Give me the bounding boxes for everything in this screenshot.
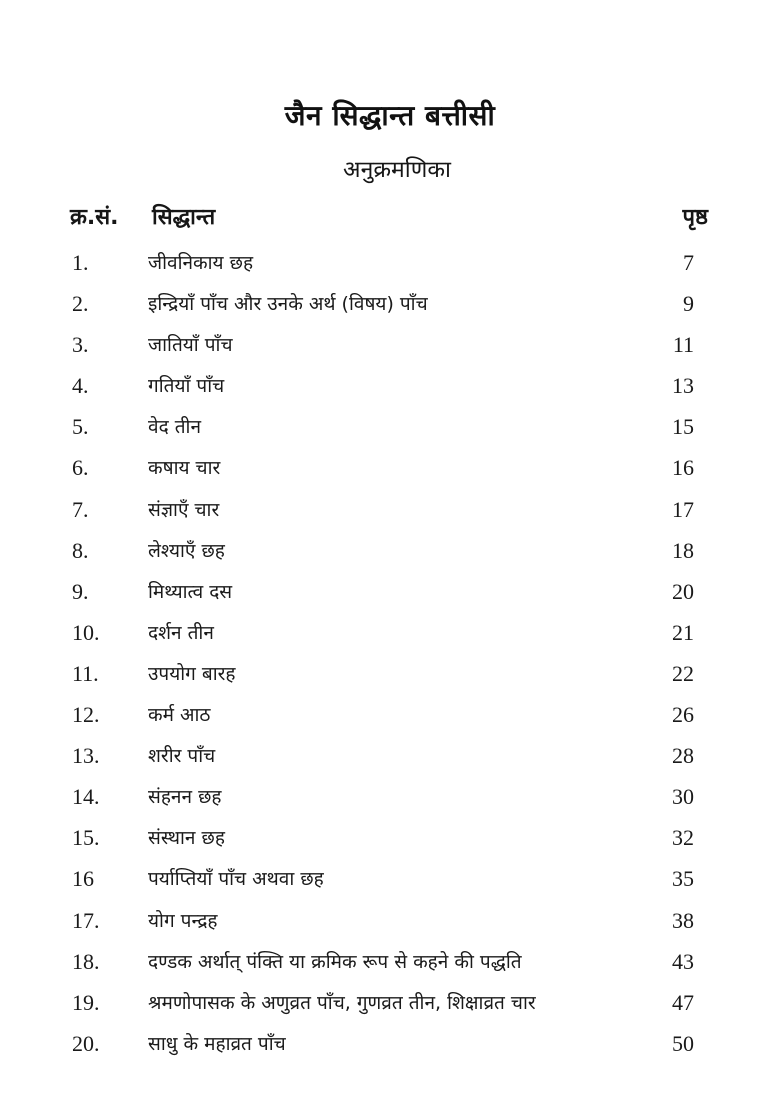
toc-header-row [0, 200, 780, 236]
entry-page: 30 [672, 784, 694, 810]
toc-entry [0, 287, 780, 328]
entry-number: 11. [72, 660, 99, 686]
entry-page: 32 [672, 825, 694, 851]
entry-number: 20. [72, 1030, 100, 1056]
toc-entry [0, 493, 780, 534]
entry-page: 13 [672, 373, 694, 399]
toc-entry [0, 821, 780, 862]
toc-entry [0, 575, 780, 616]
entry-number: 2. [72, 291, 89, 317]
entry-page: 9 [683, 291, 694, 317]
entry-page: 22 [672, 660, 694, 686]
entry-number: 8. [72, 537, 89, 563]
entry-number: 7. [72, 496, 89, 522]
entry-number: 17. [72, 907, 100, 933]
entry-title: गतियाँ पाँच [148, 375, 225, 398]
entry-page: 28 [672, 743, 694, 769]
entry-title: साधु के महाव्रत पाँच [148, 1032, 286, 1055]
entry-title: संज्ञाएँ चार [148, 498, 220, 521]
column-header-page: पृष्ठ [682, 205, 708, 230]
page-subtitle: अनुक्रमणिका [343, 157, 451, 183]
entry-page: 21 [672, 619, 694, 645]
entry-number: 16 [72, 866, 94, 892]
entry-page: 18 [672, 537, 694, 563]
toc-entry [0, 616, 780, 657]
toc-entry [0, 739, 780, 780]
toc-entry [0, 862, 780, 903]
entry-title: शरीर पाँच [148, 745, 216, 768]
entry-title: लेश्याएँ छह [148, 539, 225, 562]
entry-title: कषाय चार [148, 457, 221, 480]
entry-title: संहनन छह [148, 786, 222, 809]
entry-title: योग पन्द्रह [148, 909, 218, 932]
entry-page: 26 [672, 702, 694, 728]
entry-page: 38 [672, 907, 694, 933]
toc-entry [0, 780, 780, 821]
entry-page: 11 [672, 332, 694, 358]
entry-number: 18. [72, 948, 100, 974]
toc-entry [0, 246, 780, 287]
entry-number: 12. [72, 702, 100, 728]
toc-entry [0, 657, 780, 698]
entry-page: 7 [683, 250, 694, 275]
entry-number: 14. [72, 784, 100, 810]
entry-title: दर्शन तीन [148, 621, 214, 644]
column-header-topic: सिद्धान्त [152, 205, 216, 230]
entry-number: 15. [72, 825, 100, 851]
page-title: जैन सिद्धान्त बत्तीसी [284, 99, 496, 132]
entry-number: 1. [72, 250, 89, 275]
entry-page: 47 [672, 989, 694, 1015]
column-header-serial: क्र.सं. [70, 205, 119, 230]
toc-entry [0, 328, 780, 369]
entry-number: 3. [72, 332, 89, 358]
toc-entry [0, 698, 780, 739]
entry-page: 20 [672, 578, 694, 604]
entry-title: उपयोग बारह [148, 662, 236, 685]
entry-number: 10. [72, 619, 100, 645]
entry-title: जीवनिकाय छह [148, 252, 254, 274]
entry-page: 43 [672, 948, 694, 974]
entry-page: 35 [672, 866, 694, 892]
toc-entry [0, 1027, 780, 1068]
entry-title: जातियाँ पाँच [148, 334, 233, 357]
entry-title: मिथ्यात्व दस [148, 580, 233, 603]
entry-title: पर्याप्तियाँ पाँच अथवा छह [148, 868, 324, 891]
toc-entry [0, 369, 780, 410]
entry-title: संस्थान छह [148, 827, 225, 850]
entry-number: 19. [72, 989, 100, 1015]
entry-page: 50 [672, 1030, 694, 1056]
toc-entry [0, 945, 780, 986]
entry-title: श्रमणोपासक के अणुव्रत पाँच, गुणव्रत तीन, शिक्षाव्रत चार [148, 991, 536, 1014]
entry-title: वेद तीन [148, 416, 201, 439]
toc-entry [0, 410, 780, 451]
entry-title: इन्द्रियाँ पाँच और उनके अर्थ (विषय) पाँच [148, 293, 428, 316]
entry-page: 16 [672, 455, 694, 481]
entry-title: दण्डक अर्थात् पंक्ति या क्रमिक रूप से कहने की पद्धति [148, 950, 522, 973]
toc-entry [0, 534, 780, 575]
entry-number: 9. [72, 578, 89, 604]
entry-number: 6. [72, 455, 89, 481]
entry-number: 5. [72, 414, 89, 440]
table-of-contents [0, 246, 780, 1068]
toc-entry [0, 904, 780, 945]
entry-title: कर्म आठ [148, 704, 211, 727]
entry-number: 4. [72, 373, 89, 399]
entry-number: 13. [72, 743, 100, 769]
toc-entry [0, 986, 780, 1027]
toc-entry [0, 451, 780, 492]
entry-page: 17 [672, 496, 694, 522]
entry-page: 15 [672, 414, 694, 440]
